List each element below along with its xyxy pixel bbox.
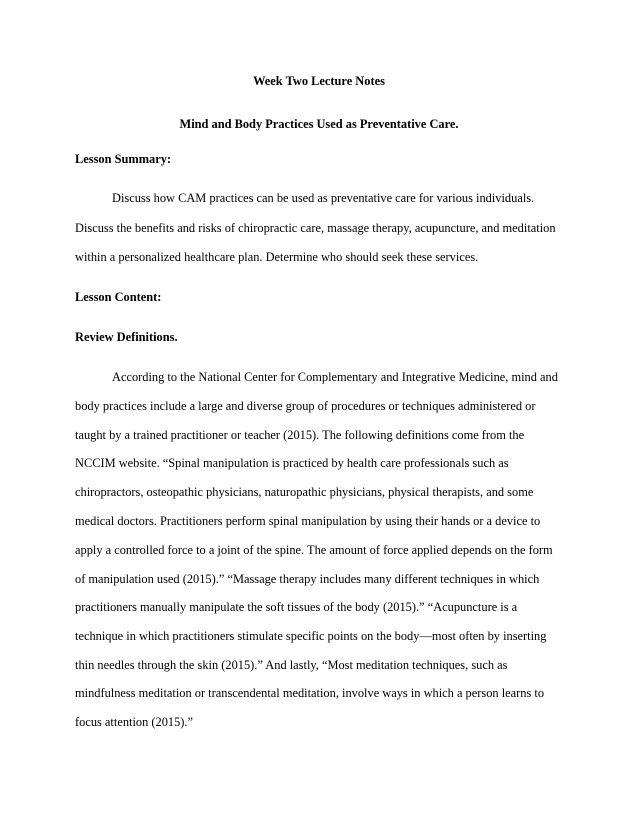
document-subtitle: Mind and Body Practices Used as Preventative Care. [179,117,459,131]
review-line: According to the National Center for Complementary and Integrative Medicine, mind and [112,370,558,384]
document-title: Week Two Lecture Notes [253,74,385,88]
review-line: medical doctors. Practitioners perform spinal manipulation by using their hands or a device to [75,514,541,528]
review-line: NCCIM website. “Spinal manipulation is practiced by health care professionals such as [75,456,509,470]
review-line: apply a controlled force to a joint of the spine. The amount of force applied depends on the form [75,543,553,557]
review-line: practitioners manually manipulate the soft tissues of the body (2015).” “Acupuncture is a [75,600,518,614]
summary-line: Discuss how CAM practices can be used as preventative care for various individuals. [112,191,535,205]
summary-line: Discuss the benefits and risks of chiropractic care, massage therapy, acupuncture, and meditation [75,221,556,235]
review-line: focus attention (2015).” [75,715,194,729]
review-line: taught by a trained practitioner or teacher (2015). The following definitions come from the [75,428,525,442]
review-definitions-heading: Review Definitions. [75,330,178,344]
lesson-content-heading: Lesson Content: [75,290,162,304]
review-line: body practices include a large and diverse group of procedures or techniques administered or [75,399,536,413]
review-line: of manipulation used (2015).” “Massage therapy includes many different techniques in which [75,572,540,586]
lesson-summary-heading: Lesson Summary: [75,152,172,166]
review-line: chiropractors, osteopathic physicians, naturopathic physicians, physical therapists, and some [75,485,534,499]
summary-line: within a personalized healthcare plan. Determine who should seek these services. [75,250,479,264]
review-line: thin needles through the skin (2015).” And lastly, “Most meditation techniques, such as [75,658,508,672]
review-line: mindfulness meditation or transcendental meditation, involve ways in which a person learns to [75,686,545,700]
review-line: technique in which practitioners stimulate specific points on the body—most often by inserting [75,629,547,643]
